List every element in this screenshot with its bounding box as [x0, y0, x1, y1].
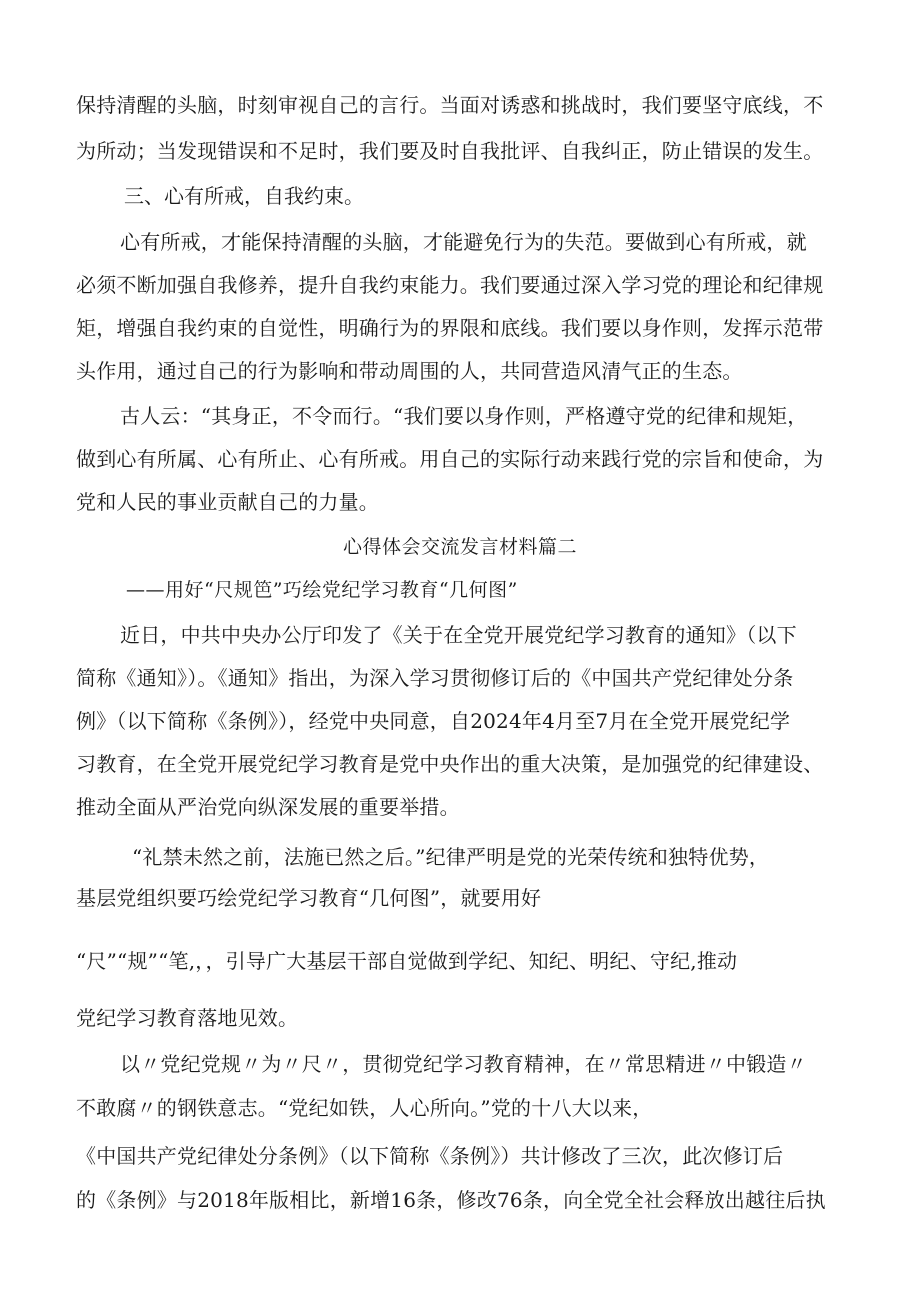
body-line: 习教育，在全党开展党纪学习教育是党中央作出的重大决策，是加强党的纪律建设、 [76, 752, 824, 776]
section-heading: 三、心有所戒，自我约束。 [124, 184, 364, 208]
body-line: 的《条例》与2018年版相比，新增16条，修改76条，向全党全社会释放出越往后执 [76, 1188, 826, 1212]
body-line: 矩，增强自我约束的自觉性，明确行为的界限和底线。我们要以身作则，发挥示范带 [76, 316, 824, 340]
body-line: 不敢腐〃的钢铁意志。“党纪如铁，人心所向。”党的十八大以来， [76, 1096, 653, 1120]
body-line: “礼禁未然之前，法施已然之后。”纪律严明是党的光荣传统和独特优势， [132, 845, 770, 869]
body-line: 推动全面从严治党向纵深发展的重要举措。 [76, 795, 460, 819]
body-line: 《中国共产党纪律处分条例》（以下简称《条例》）共计修改了三次，此次修订后 [76, 1144, 784, 1168]
body-line: 党和人民的事业贡献自己的力量。 [76, 490, 379, 514]
body-line: 做到心有所属、心有所止、心有所戒。用自己的实际行动来践行党的宗旨和使命，为 [76, 447, 824, 471]
body-line: 头作用，通过自己的行为影响和带动周围的人，共同营造风清气正的生态。 [76, 359, 743, 383]
section-subtitle: ——用好“尺规笆”巧绘党纪学习教育“几何图” [126, 579, 518, 601]
body-line: 为所动；当发现错误和不足时，我们要及时自我批评、自我纠正，防止错误的发生。 [76, 139, 824, 163]
body-line: 近日，中共中央办公厅印发了《关于在全党开展党纪学习教育的通知》（以下 [120, 623, 797, 647]
body-line: 党纪学习教育落地见效。 [76, 1006, 299, 1030]
body-line: 简称《通知》）。《通知》指出，为深入学习贯彻修订后的《中国共产党纪律处分条 [76, 666, 794, 690]
body-line: 以〃党纪党规〃为〃尺〃，贯彻党纪学习教育精神，在〃常思精进〃中锻造〃 [120, 1052, 807, 1076]
body-line: 必须不断加强自我修养，提升自我约束能力。我们要通过深入学习党的理论和纪律规 [76, 273, 824, 297]
body-line: “尺”“规”“笔,，，引导广大基层干部自觉做到学纪、知纪、明纪、守纪,推动 [76, 949, 738, 973]
section-title: 心得体会交流发言材料篇二 [342, 536, 577, 558]
body-line: 基层党组织要巧绘党纪学习教育“几何图”，就要用好 [76, 886, 542, 910]
body-line: 例》（以下简称《条例》），经党中央同意，自2024年4月至7月在全党开展党纪学 [76, 709, 791, 733]
body-line: 心有所戒，才能保持清醒的头脑，才能避免行为的失范。要做到心有所戒，就 [120, 230, 807, 254]
body-line: 古人云：“其身正，不令而行。“我们要以身作则，严格遵守党的纪律和规矩， [120, 404, 808, 428]
body-line: 保持清醒的头脑，时刻审视自己的言行。当面对诱惑和挑战时，我们要坚守底线，不 [76, 93, 824, 117]
